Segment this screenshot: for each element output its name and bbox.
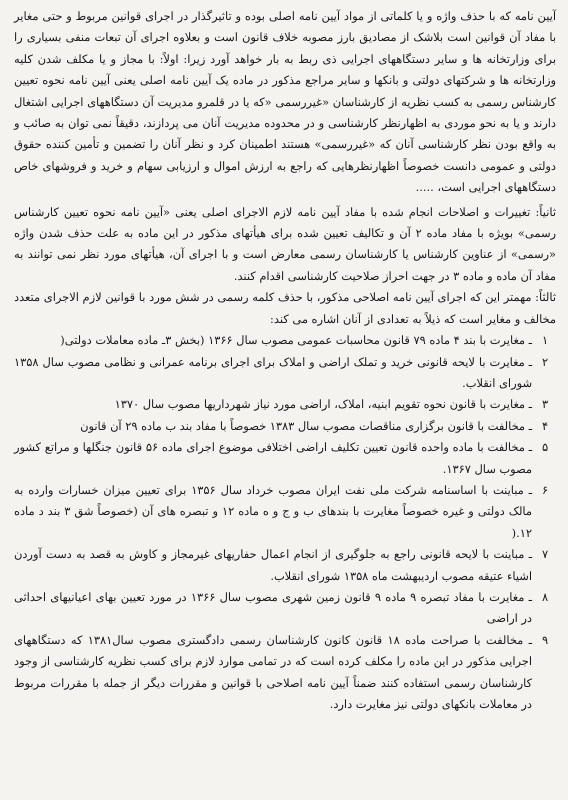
paragraph-second: ثانیاً: تغییرات و اصلاحات انجام شده با مفاد آیین نامه لازم الاجرای اصلی یعنی «آیین نامه نحوه تعیین کارشناس رسمی» بویژه با مفاد ماده ۲ آن و تکالیف تعیین شده برای هیأتهای مذکور در این ماده به علت حذف شدن واژه «رسمی» از عناوین کارشناس یا کارشناسان رسمی معارض است و با اجرای آن، هیأتهای مورد نظر نمی توانند به مفاد آن ماده و ماده ۳ در جهت احراز صلاحیت کارشناسی اقدام کنند. <box>14 204 556 283</box>
item-text: ـ مغایرت با قانون نحوه تقویم ابنیه، املاک، اراضی مورد نیاز شهرداریها مصوب سال ۱۳۷۰ <box>114 397 532 412</box>
numbered-list <box>14 330 556 715</box>
list-item <box>14 630 556 716</box>
item-number: ۴ <box>541 418 549 433</box>
paragraph-intro: آیین نامه که با حذف واژه و یا کلماتی از مواد آیین نامه اصلی بوده و تاثیرگذار در اجرای قوانین مربوط و حتی مغایر با مفاد آن قوانین است بلاشک از مصادیق بارز مصوبه خلاف قانون است و بعلاوه اجرای آن تبعات منفی بسیاری را برای وزارتخانه ها و سایر دستگاههای اجرایی ذی ربط به بار خواهد آورد زیرا: اولاً: با مجاز و یا مکلف شدن کلیه وزارتخانه ها و شرکتهای دولتی و بانکها و سایر مراجع مذکور در ماده یک آیین نامه اصلی یعنی آیین نامه نحوه تعیین کارشناس رسمی به کسب نظریه از کارشناسان «غیررسمی «که یا در قلمرو مدیریت آن دستگاههای اجرایی اشتغال دارند و یا به نحو موردی به اظهارنظر کارشناسی و در محدوده مدیریت آنان می پردازند، دقیقاً نمی توان به صائب و به واقع بودن نظر کارشناسی آنان که «غیررسمی» هستند اطمینان کرد و نظر آنان را تضمین و تأمین کننده حقوق دولتی و عمومی دانست خصوصاً اظهارنظرهایی که راجع به ارزش اموال و ارزیابی سهام و خرید و فروشهای خاص دستگاههای اجرایی است، ..... <box>14 9 556 195</box>
item-number: ۹ <box>541 632 549 647</box>
list-item <box>14 544 556 587</box>
list-item <box>14 416 556 437</box>
item-number: ۷ <box>541 547 549 562</box>
item-text: ـ مخالفت با صراحت ماده ۱۸ قانون کانون کارشناسان رسمی دادگستری مصوب سال۱۳۸۱ که دستگاههای اجرایی مذکور در این ماده را مکلف کرده است که در تمامی موارد لازم برای کسب نظریه کارشناسی از وجود کارشناسان رسمی استفاده کنند ضمناً آیین نامه اصلاحی با قوانین و مقررات دیگر از جمله با مقررات مربوط در معاملات بانکهای دولتی نیز مغایرت دارد. <box>14 632 533 711</box>
item-number: ۶ <box>541 482 549 497</box>
item-number: ۱ <box>541 333 549 348</box>
item-text: ـ مغایرت با مفاد تبصره ۹ ماده ۹ قانون زمین شهری مصوب سال ۱۳۶۶ در مورد تعیین بهای اعیانیهای احداثی در اراضی <box>14 589 532 626</box>
item-text: ـ مغایرت با لایحه قانونی خرید و تملک اراضی و املاک برای اجرای برنامه عمرانی و نظامی مصوب سال ۱۳۵۸ شورای انقلاب. <box>14 354 532 390</box>
list-item <box>14 330 556 351</box>
item-text: ـ مخالفت با قانون برگزاری مناقصات مصوب سال ۱۳۸۳ خصوصاً با مفاد بند ب ماده ۲۹ آن قانون <box>80 418 532 433</box>
paragraph-third: ثالثاً: مهمتر این که اجرای آیین نامه اصلاحی مذکور، با حذف کلمه رسمی در شش مورد با قوانین لازم الاجرای متعدد مخالف و مغایر است که ذیلاً به تعدادی از آنان اشاره می کند: <box>14 290 556 326</box>
list-item <box>14 394 556 415</box>
item-text: ـ مباینت با لایحه قانونی راجع به جلوگیری از انجام اعمال حفاریهای غیرمجاز و کاوش به قصد به دست آوردن اشیاء عتیقه مصوب اردیبهشت ماه ۱۳۵۸ شورای انقلاب. <box>14 547 532 583</box>
item-number: ۵ <box>541 440 549 455</box>
item-number: ۲ <box>541 354 549 369</box>
item-text: ـ مباینت با اساسنامه شرکت ملی نفت ایران مصوب خرداد سال ۱۳۵۶ برای تعیین میزان خسارات وارده به مالک دولتی و غیره خصوصاً مغایرت با بندهای ب و ج و ه ماده ۱۲ و تبصره های آن (خصوصاً شق ۳ بند د ماده ۱۲.( <box>14 482 533 540</box>
item-text: ـ مخالفت با ماده واحده قانون تعیین تکلیف اراضی اختلافی موضوع اجرای ماده ۵۶ قانون جنگلها و مراتع کشور مصوب سال ۱۳۶۷. <box>14 440 532 476</box>
list-item <box>14 352 556 395</box>
item-text: ـ مغایرت با بند ۴ ماده ۷۹ قانون محاسبات عمومی مصوب سال ۱۳۶۶ (بخش ۳ـ ماده معاملات دولتی( <box>60 333 532 348</box>
list-item <box>14 480 556 544</box>
list-item <box>14 587 556 630</box>
item-number: ۸ <box>541 589 549 604</box>
item-number: ۳ <box>541 397 549 412</box>
list-item <box>14 437 556 480</box>
